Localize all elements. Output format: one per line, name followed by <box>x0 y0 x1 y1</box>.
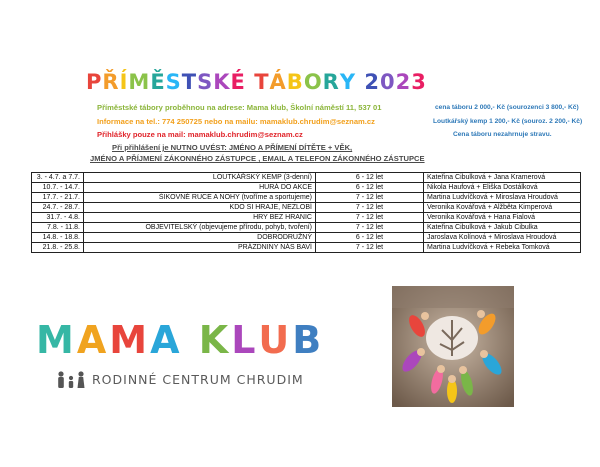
title-letter: 3 <box>411 70 427 94</box>
title-letter: S <box>197 70 214 94</box>
logo-letter: B <box>292 318 325 362</box>
children-photo <box>392 286 514 407</box>
table-row <box>32 183 581 193</box>
schedule-table <box>31 172 581 253</box>
title-letter: 2 <box>364 70 380 94</box>
info-address: Příměstské tábory proběhnou na adrese: Mama klub, Školní náměstí 11, 537 01 <box>97 103 382 112</box>
date-cell: 7.8. - 11.8. <box>32 223 84 233</box>
age-cell: 6 - 12 let <box>316 233 424 243</box>
title-letter: K <box>213 70 231 94</box>
leaders-cell: Martina Ludvíčková + Miroslava Hroudová <box>424 193 581 203</box>
mama-klub-logo <box>36 318 324 362</box>
date-cell: 10.7. - 14.7. <box>32 183 84 193</box>
age-cell: 7 - 12 let <box>316 193 424 203</box>
date-cell: 17.7. - 21.7. <box>32 193 84 203</box>
camp-cell: KDO SI HRAJE, NEZLOBÍ <box>84 203 316 213</box>
age-cell: 6 - 12 let <box>316 183 424 193</box>
camp-cell: DOBRODRUŽNÝ <box>84 233 316 243</box>
title-letter: Ř <box>102 70 120 94</box>
info-phone: Informace na tel.: 774 250725 nebo na mailu: mamaklub.chrudim@seznam.cz <box>97 117 375 126</box>
registration-note-line-1: Při přihlášení je NUTNO UVÉST: JMÉNO A PŘÍMENÍ DÍTĚTE + VĚK, <box>112 143 353 152</box>
camp-cell: PRÁZDNINY NÁS BAVÍ <box>84 243 316 253</box>
title-letter: 0 <box>380 70 396 94</box>
leaders-cell: Martina Ludvíčková + Rebeka Tomková <box>424 243 581 253</box>
camp-cell: HURÁ DO AKCE <box>84 183 316 193</box>
title-letter: 2 <box>395 70 412 94</box>
date-cell: 31.7. - 4.8. <box>32 213 84 223</box>
title-letter <box>246 70 254 94</box>
date-cell: 24.7. - 28.7. <box>32 203 84 213</box>
family-icon <box>56 371 86 394</box>
table-row <box>32 243 581 253</box>
title-letter: Í <box>119 70 129 94</box>
price-line-3: Cena táboru nezahrnuje stravu. <box>453 131 552 138</box>
logo-letter: U <box>258 318 293 362</box>
logo-letter: M <box>36 318 77 362</box>
table-row <box>32 193 581 203</box>
title-letter: P <box>86 70 103 94</box>
title-letter: M <box>128 70 151 94</box>
logo-letter: A <box>150 318 183 362</box>
logo-letter <box>183 318 199 362</box>
age-cell: 7 - 12 let <box>316 223 424 233</box>
leaders-cell: Kateřina Cibulková + Jana Kramerová <box>424 173 581 183</box>
date-cell: 14.8. - 18.8. <box>32 233 84 243</box>
logo-letter: K <box>198 318 232 362</box>
table-row <box>32 223 581 233</box>
title-letter: T <box>181 70 198 94</box>
logo-letter: L <box>231 318 259 362</box>
title-letter: R <box>322 70 340 94</box>
leaders-cell: Jaroslava Kolínová + Miroslava Hroudová <box>424 233 581 243</box>
title-letter: Á <box>269 70 287 94</box>
camp-cell: HRY BEZ HRANIC <box>84 213 316 223</box>
table-row <box>32 173 581 183</box>
page-title <box>86 70 427 94</box>
leaders-cell: Kateřina Cibulková + Jakub Cibulka <box>424 223 581 233</box>
price-line-2: Loutkářský kemp 1 200,- Kč (souroz. 2 200,- Kč) <box>433 118 583 125</box>
leaders-cell: Veronika Kovářová + Alžběta Kimperová <box>424 203 581 213</box>
title-letter: Ě <box>150 70 166 94</box>
logo-letter: M <box>109 318 151 362</box>
camp-cell: ŠIKOVNÉ RUCE A NOHY (tvoříme a sportujeme) <box>84 193 316 203</box>
leaders-cell: Veronika Kovářová + Hana Fialová <box>424 213 581 223</box>
info-email: Přihlášky pouze na mail: mamaklub.chrudim@seznam.cz <box>97 130 303 139</box>
table-row <box>32 213 581 223</box>
age-cell: 7 - 12 let <box>316 213 424 223</box>
title-letter: É <box>230 70 246 94</box>
title-letter: T <box>254 70 270 94</box>
camp-cell: OBJEVITELSKÝ (objevujeme přírodu, pohyb, tvoření) <box>84 223 316 233</box>
logo-subtitle: RODINNÉ CENTRUM CHRUDIM <box>92 372 304 387</box>
title-letter <box>356 70 364 94</box>
title-letter: B <box>286 70 304 94</box>
age-cell: 6 - 12 let <box>316 173 424 183</box>
logo-letter: A <box>76 318 110 362</box>
age-cell: 7 - 12 let <box>316 243 424 253</box>
leaders-cell: Nikola Haufová + Eliška Dostálková <box>424 183 581 193</box>
table-row <box>32 203 581 213</box>
title-letter: S <box>165 70 182 94</box>
date-cell: 21.8. - 25.8. <box>32 243 84 253</box>
title-letter: O <box>303 70 323 94</box>
age-cell: 7 - 12 let <box>316 203 424 213</box>
table-row <box>32 233 581 243</box>
date-cell: 3. - 4.7. a 7.7. <box>32 173 84 183</box>
title-letter: Y <box>339 70 357 94</box>
camp-cell: LOUTKÁŘSKÝ KEMP (3-denní) <box>84 173 316 183</box>
price-line-1: cena táboru 2 000,- Kč (sourozenci 3 800,- Kč) <box>435 104 579 111</box>
registration-note-line-2: JMÉNO A PŘÍJMENÍ ZÁKONNÉHO ZÁSTUPCE , EMAIL A TELEFON ZÁKONNÉHO ZÁSTUPCE <box>90 154 425 163</box>
